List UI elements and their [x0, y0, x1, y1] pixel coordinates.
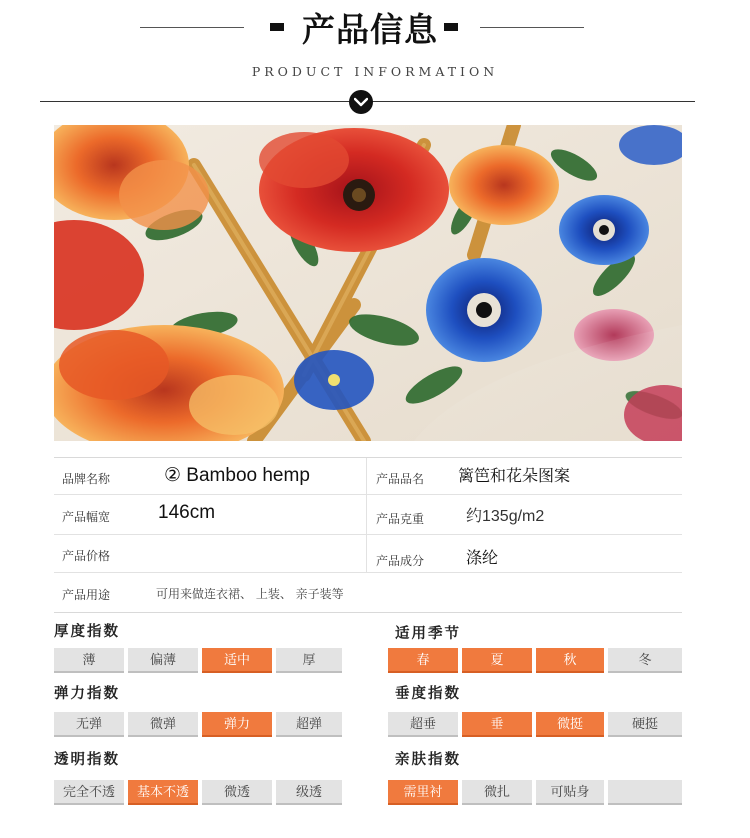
season-option-autumn: 秋: [536, 648, 604, 673]
thickness-option-thin: 薄: [54, 648, 124, 673]
product-name-value: 篱笆和花朵图案: [458, 468, 571, 485]
product-info-table: [54, 457, 682, 613]
header-line-right: [480, 27, 584, 28]
composition-value: 涤纶: [466, 550, 499, 567]
skin-option-skin-friendly: 可贴身: [536, 780, 604, 805]
skin-option-slightly-itchy: 微扎: [462, 780, 532, 805]
floral-fabric-image: [54, 125, 682, 441]
transparency-option-mostly-opaque: 基本不透: [128, 780, 198, 805]
thickness-option-slightly-thin: 偏薄: [128, 648, 198, 673]
header-bar-left: [270, 23, 284, 31]
drape-index-title: 垂度指数: [395, 685, 461, 702]
transparency-option-opaque: 完全不透: [54, 780, 124, 805]
season-option-spring: 春: [388, 648, 458, 673]
weight-value: 约135g/m2: [466, 508, 545, 525]
season-index-title: 适用季节: [395, 625, 461, 642]
header-line-left: [140, 27, 244, 28]
width-label: 产品幅宽: [62, 510, 111, 524]
brand-label: 品牌名称: [62, 472, 111, 486]
season-option-summer: 夏: [462, 648, 532, 673]
skin-option-empty: [608, 780, 682, 805]
skin-option-needs-lining: 需里衬: [388, 780, 458, 805]
elasticity-option-none: 无弹: [54, 712, 124, 737]
thickness-option-thick: 厚: [276, 648, 342, 673]
skin-index-title: 亲肤指数: [395, 751, 461, 768]
drape-option-super-drape: 超垂: [388, 712, 458, 737]
width-value: 146cm: [158, 502, 216, 523]
row-divider: [54, 534, 682, 535]
brand-value: ② Bamboo hemp: [164, 465, 310, 486]
thickness-option-moderate: 适中: [202, 648, 272, 673]
transparency-index-title: 透明指数: [54, 751, 120, 768]
elasticity-option-elastic: 弹力: [202, 712, 272, 737]
weight-label: 产品克重: [376, 512, 425, 526]
season-option-winter: 冬: [608, 648, 682, 673]
product-name-label: 产品品名: [376, 472, 425, 486]
header-bar-right: [444, 23, 458, 31]
drape-option-drape: 垂: [462, 712, 532, 737]
usage-label: 产品用途: [62, 588, 111, 602]
column-divider: [366, 458, 367, 572]
usage-value: 可用来做连衣裙、 上装、 亲子装等: [156, 587, 344, 601]
row-divider: [54, 572, 682, 573]
page-subtitle: PRODUCT INFORMATION: [251, 64, 499, 79]
drape-option-stiff: 硬挺: [608, 712, 682, 737]
row-divider: [54, 494, 682, 495]
elasticity-index-title: 弹力指数: [54, 685, 120, 702]
thickness-index-title: 厚度指数: [54, 623, 120, 640]
elasticity-option-slight: 微弹: [128, 712, 198, 737]
price-label: 产品价格: [62, 549, 111, 563]
transparency-option-slightly-sheer: 微透: [202, 780, 272, 805]
chevron-down-icon: [349, 90, 373, 114]
page-title: 产品信息: [302, 10, 438, 49]
elasticity-option-super: 超弹: [276, 712, 342, 737]
transparency-option-sheer: 级透: [276, 780, 342, 805]
composition-label: 产品成分: [376, 554, 425, 568]
drape-option-slightly-stiff: 微挺: [536, 712, 604, 737]
